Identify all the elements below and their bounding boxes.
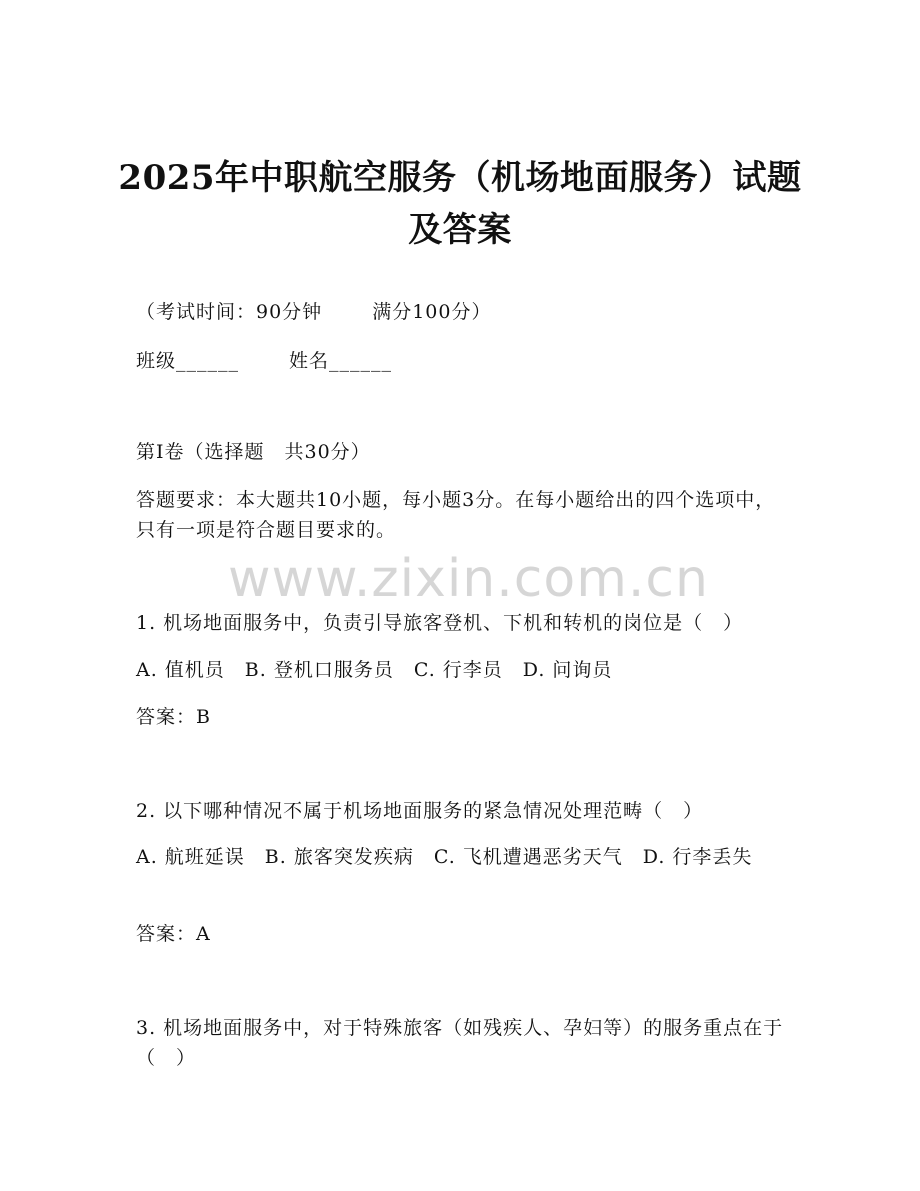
- class-field: 班级______: [136, 350, 240, 372]
- question-2-answer: 答案：A: [136, 923, 211, 945]
- question-2-stem: 2. 以下哪种情况不属于机场地面服务的紧急情况处理范畴（ ）: [136, 800, 704, 822]
- document-title-line-1: 2025年中职航空服务（机场地面服务）试题: [118, 158, 802, 198]
- question-3-stem: 3. 机场地面服务中，对于特殊旅客（如残疾人、孕妇等）的服务重点在于（ ）: [136, 1017, 784, 1069]
- exam-full-score: 满分100分）: [372, 301, 492, 323]
- question-1-answer: 答案：B: [136, 706, 211, 728]
- name-field: 姓名______: [289, 350, 393, 372]
- question-1-options: A. 值机员 B. 登机口服务员 C. 行李员 D. 问询员: [136, 659, 613, 681]
- section-instructions: 答题要求：本大题共10小题，每小题3分。在每小题给出的四个选项中，只有一项是符合题目要求的。: [136, 489, 776, 541]
- document-title-line-2: 及答案: [408, 210, 512, 250]
- exam-time: （考试时间：90分钟: [136, 301, 323, 323]
- section-heading: 第I卷（选择题 共30分）: [136, 441, 371, 463]
- question-2-options: A. 航班延误 B. 旅客突发疾病 C. 飞机遭遇恶劣天气 D. 行李丢失: [136, 846, 753, 868]
- question-1-stem: 1. 机场地面服务中，负责引导旅客登机、下机和转机的岗位是（ ）: [136, 612, 744, 634]
- exam-info: [136, 298, 491, 326]
- student-fields: [136, 347, 392, 375]
- watermark: www.zixin.com.cn: [228, 549, 709, 609]
